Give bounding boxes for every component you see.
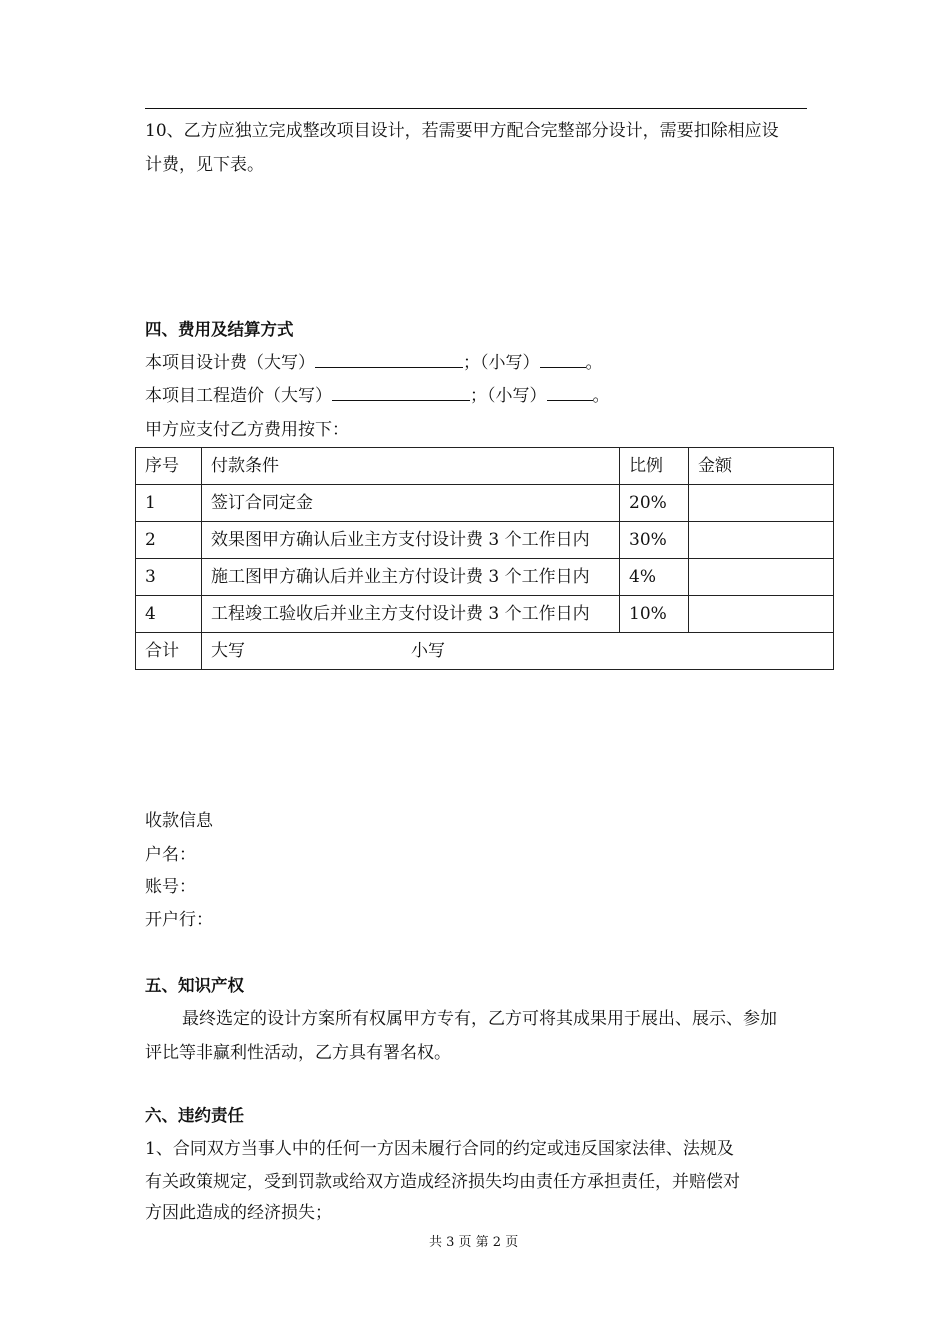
total-values [202, 633, 834, 670]
section-5-heading: 五、知识产权 [145, 976, 244, 995]
row-ratio: 30% [620, 522, 689, 559]
project-cost-label: 本项目工程造价（大写） [145, 386, 332, 406]
header-rule [145, 108, 807, 109]
header-condition: 付款条件 [202, 448, 620, 485]
project-cost-mid: ；（小写） [470, 386, 547, 406]
table-row [136, 559, 834, 596]
design-fee-mid: ；（小写） [463, 353, 540, 373]
page-footer: 共 3 页 第 2 页 [429, 1235, 519, 1250]
table-total-row [136, 633, 834, 670]
row-ratio: 4% [620, 559, 689, 596]
row-amount[interactable] [689, 522, 834, 559]
section-5-line2: 评比等非赢利性活动，乙方具有署名权。 [145, 1043, 451, 1063]
row-amount[interactable] [689, 596, 834, 633]
row-amount[interactable] [689, 485, 834, 522]
section-4-heading: 四、费用及结算方式 [145, 320, 294, 339]
row-no: 4 [136, 596, 202, 633]
payee-title: 收款信息 [145, 811, 213, 831]
design-fee-label: 本项目设计费（大写） [145, 353, 315, 373]
table-row [136, 522, 834, 559]
section-5-line1: 最终选定的设计方案所有权属甲方专有，乙方可将其成果用于展出、展示、参加 [182, 1009, 777, 1029]
section-6-line3: 方因此造成的经济损失； [145, 1203, 332, 1223]
project-cost-line: 本项目工程造价（大写） ；（小写） 。 [145, 381, 610, 406]
section-6-line2: 有关政策规定，受到罚款或给双方造成经济损失均由责任方承担责任，并赔偿对 [145, 1172, 740, 1192]
row-no: 3 [136, 559, 202, 596]
total-upper-label: 大写 [211, 641, 245, 661]
project-cost-lower-blank[interactable] [547, 383, 593, 401]
table-header-row [136, 448, 834, 485]
clause-10-line1: 10、乙方应独立完成整改项目设计，若需要甲方配合完整部分设计，需要扣除相应设 [145, 121, 779, 141]
table-row [136, 485, 834, 522]
section-6-line1: 1、合同双方当事人中的任何一方因未履行合同的约定或违反国家法律、法规及 [145, 1139, 734, 1159]
row-condition: 效果图甲方确认后业主方支付设计费 3 个工作日内 [202, 522, 620, 559]
payment-table [135, 447, 834, 670]
project-cost-upper-blank[interactable] [332, 383, 470, 401]
design-fee-lower-blank[interactable] [540, 350, 586, 368]
total-label: 合计 [136, 633, 202, 670]
design-fee-line: 本项目设计费（大写） ；（小写） 。 [145, 348, 603, 373]
table-row [136, 596, 834, 633]
row-ratio: 10% [620, 596, 689, 633]
payee-bank-label: 开户行： [145, 910, 213, 930]
section-6-heading: 六、违约责任 [145, 1106, 244, 1125]
row-no: 1 [136, 485, 202, 522]
row-amount[interactable] [689, 559, 834, 596]
header-ratio: 比例 [620, 448, 689, 485]
design-fee-upper-blank[interactable] [315, 350, 463, 368]
row-condition: 施工图甲方确认后并业主方付设计费 3 个工作日内 [202, 559, 620, 596]
header-no: 序号 [136, 448, 202, 485]
total-lower-label: 小写 [411, 641, 445, 661]
row-condition: 签订合同定金 [202, 485, 620, 522]
payee-account-label: 账号： [145, 877, 196, 897]
row-condition: 工程竣工验收后并业主方支付设计费 3 个工作日内 [202, 596, 620, 633]
row-no: 2 [136, 522, 202, 559]
clause-10-line2: 计费，见下表。 [145, 155, 264, 175]
payee-name-label: 户名： [145, 845, 196, 865]
row-ratio: 20% [620, 485, 689, 522]
payment-intro: 甲方应支付乙方费用按下： [145, 420, 349, 440]
header-amount: 金额 [689, 448, 834, 485]
